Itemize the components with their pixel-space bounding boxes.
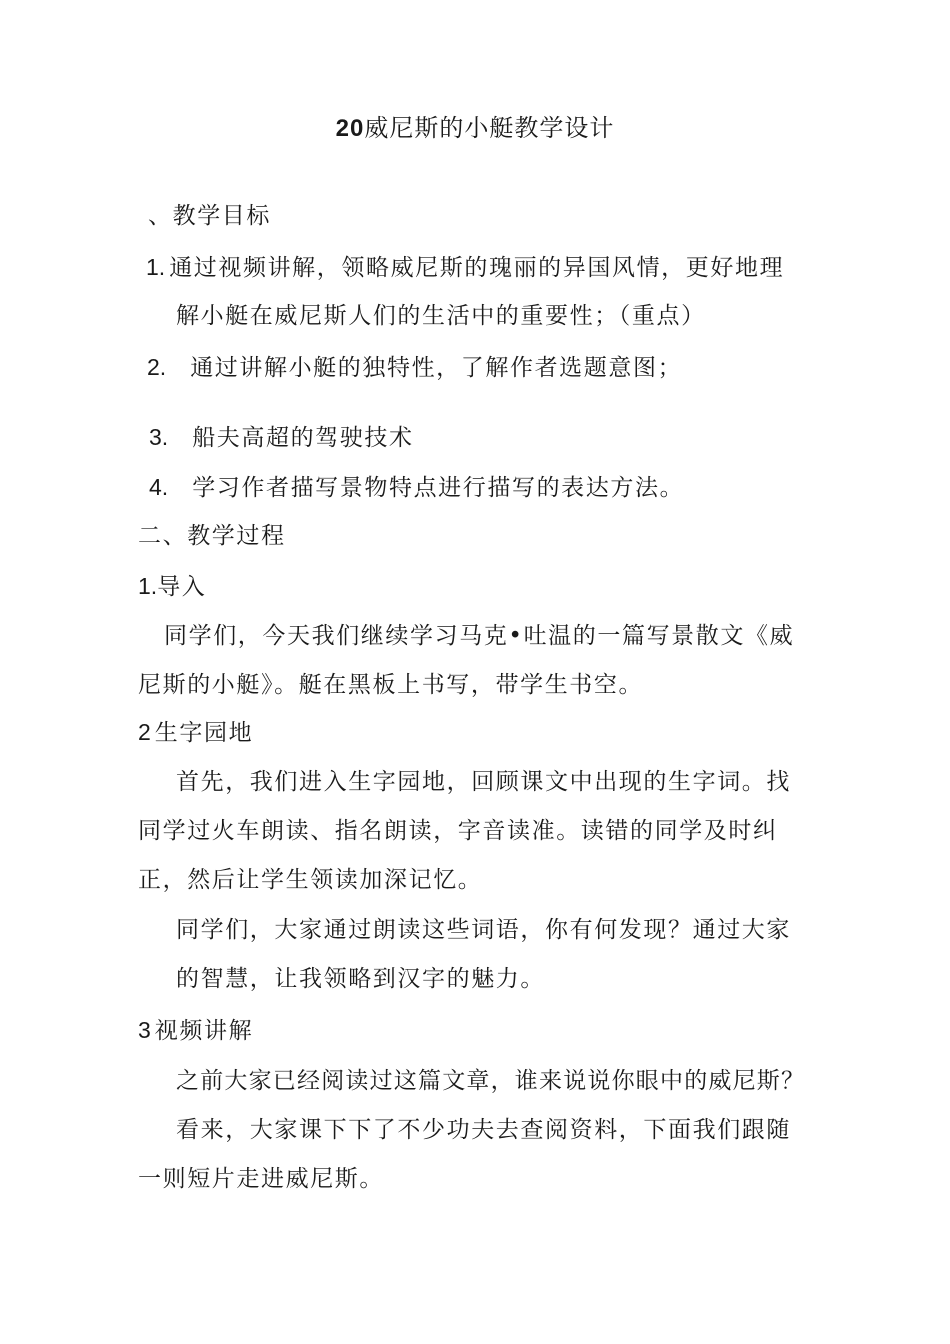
goal-1-text: 通过视频讲解，领略威尼斯的瑰丽的异国风情，更好地理 [169,255,785,281]
video-number: 3 [138,1017,151,1043]
goal-2 [147,352,682,383]
goal-1-line2: 解小艇在威尼斯人们的生活中的重要性；（重点） [176,303,706,329]
words-para1-line3: 正，然后让学生领读加深记忆。 [138,867,483,893]
video-heading [138,1015,253,1046]
goal-1-number: 1. [146,254,166,280]
words-para1-line2: 同学过火车朗读、指名朗读，字音读准。读错的同学及时纠 [138,818,778,844]
intro-para-line1: 同学们，今天我们继续学习马克•吐温的一篇写景散文《威 [164,623,795,649]
goal-4-text: 学习作者描写景物特点进行描写的表达方法。 [192,475,685,501]
words-para2-line1: 同学们，大家通过朗读这些词语，你有何发现？通过大家 [176,917,791,943]
goal-2-number: 2. [147,354,167,380]
intro-number: 1. [138,573,158,599]
intro-heading [138,571,206,602]
words-heading-text: 生字园地 [154,720,254,746]
goal-3 [149,422,414,453]
goal-1-line1 [146,252,784,283]
goal-4-number: 4. [149,474,169,500]
video-para2-line1: 看来，大家课下下了不少功夫去查阅资料，下面我们跟随 [176,1117,791,1143]
goal-4 [149,472,684,503]
video-heading-text: 视频讲解 [154,1018,254,1044]
words-para2-line2: 的智慧，让我领略到汉字的魅力。 [176,966,545,992]
intro-heading-text: 导入 [157,574,207,600]
goal-2-text: 通过讲解小艇的独特性，了解作者选题意图； [190,355,683,381]
title-text: 威尼斯的小艇教学设计 [364,114,615,142]
video-para1: 之前大家已经阅读过这篇文章，谁来说说你眼中的威尼斯？ [176,1068,806,1094]
words-heading [138,717,253,748]
video-para2-line2: 一则短片走进威尼斯。 [138,1166,384,1192]
goal-3-text: 船夫高超的驾驶技术 [192,425,414,451]
intro-para-line2: 尼斯的小艇》。艇在黑板上书写，带学生书空。 [138,672,644,698]
title-number: 20 [335,115,365,142]
section1-heading: 、教学目标 [148,203,271,229]
section2-heading: 二、教学过程 [138,523,286,549]
words-number: 2 [138,719,151,745]
words-para1-line1: 首先，我们进入生字园地，回顾课文中出现的生字词。找 [176,769,791,795]
document-title [0,108,950,143]
goal-3-number: 3. [149,424,169,450]
